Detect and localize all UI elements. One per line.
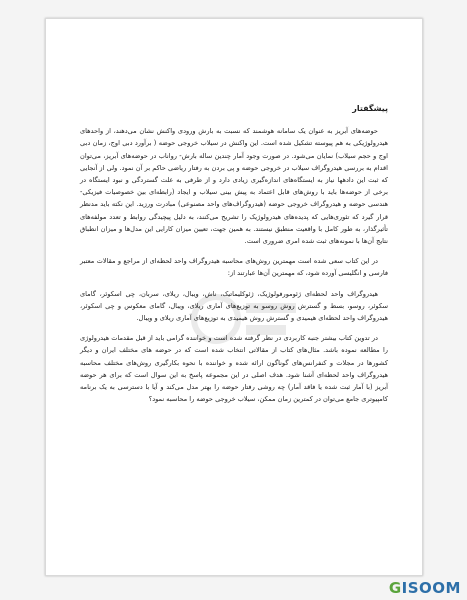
gisoom-logo[interactable]	[389, 579, 461, 597]
logo-letter-g: G	[388, 579, 402, 597]
paragraph-2: در این کتاب سعی شده است مهمترین روش‌های محاسبه هیدروگراف واحد لحظه‌ای از مراجع و مقالات معتبر فارسی و انگلیسی آورده شود، که مهمترین آن‌ها عبارتند از:	[80, 257, 388, 278]
logo-text: ISOOM	[401, 579, 461, 597]
document-body	[80, 103, 388, 413]
page-heading: پیشگفتار	[352, 104, 388, 113]
book-page	[45, 18, 423, 576]
paragraph-3: هیدروگراف واحد لحظه‌ای ژئومورفولوژیک، ژئوکلیماتیک، ناش، ویبال، ریلای، سربان، چی اسکوئر، گامای سکوئر، روسو، بسط و گسترش روش روسو به توزیع‌های آماری ریلای، ویبال، گامای معکوس و چی اسکوئر، هیدروگراف واحد لحظه‌ای هیمیدی و گسترش روش هیمیدی به توزیع‌های آماری ریلای و ویبال.	[80, 289, 388, 323]
paragraph-4: در تدوین کتاب بیشتر جنبه کاربردی در نظر گرفته شده است و خواننده گرامی باید از قبل مقدمات هیدرولوژی را مطالعه نموده باشد. مثال‌های کتاب از مقالاتی انتخاب شده است که در حوضه های مختلف ایران و دیگر کشورها در مجلات و کنفرانس‌های گوناگون ارائه شده و خواننده با نحوه بکارگیری روش‌های مختلف محاسبه هیدروگراف واحد لحظه‌ای آشنا شود. هدف اصلی در این مجموعه پاسخ به این سوال است که برای هر حوضه آبریز (با آمار ثبت شده یا فاقد آمار) چه روشی رفتار حوضه را بهتر مدل می‌کند و آیا با دسترسی به یک برنامه کامپیوتری جامع می‌توان در کمترین زمان ممکن، سیلاب خروجی حوضه را محاسبه نمود؟	[80, 334, 388, 404]
paragraph-1: حوضه‌های آبریز به عنوان یک سامانه هوشمند که نسبت به بارش ورودی واکنش نشان می‌دهند، از واحدهای هیدرولوژیکی به هم پیوسته تشکیل شده است. این واکنش در سیلاب خروجی حوضه ( برآورد دبی اوج، زمان دبی اوج و حجم سیلاب) نمایان می‌شود. در صورت وجود آمار چندین ساله بارش- رواناب در حوضه‌های آبریز، می‌توان اقدام به بررسی هیدروگراف سیلاب در خروجی حوضه و پی بردن به رفتار ریاضی حاکم بر آن نمود. ولی از آنجایی که ثبت این دادهها نیاز به ایستگاه‌های اندازه‌گیری زیادی دارد و از طرفی به علت گستردگی و نبود ایستگاه در برخی از حوضه‌ها باید با روش‌های قابل اعتماد به پیش بینی سیلاب و ایجاد (رابطه‌ای بین خصوصیات فیزیکی- هندسی حوضه و هیدروگراف خروجی حوضه (هیدروگراف‌های واحد مصنوعی) مبادرت ورزید. این نکته باید مدنظر قرار گیرد که تئوری‌هایی که پدیده‌های هیدرولوژیک را تشریح می‌کنند، به دلیل پیچیدگی روابط و تعدد مولفه‌های تأثیرگذار، به طور کامل با واقعیت منطبق نیستند. به همین جهت، تعیین میزان کارایی این مدل‌ها و میزان انطباق نتایج آن‌ها با نمونه‌های ثبت شده امری ضروری است.	[80, 127, 388, 246]
